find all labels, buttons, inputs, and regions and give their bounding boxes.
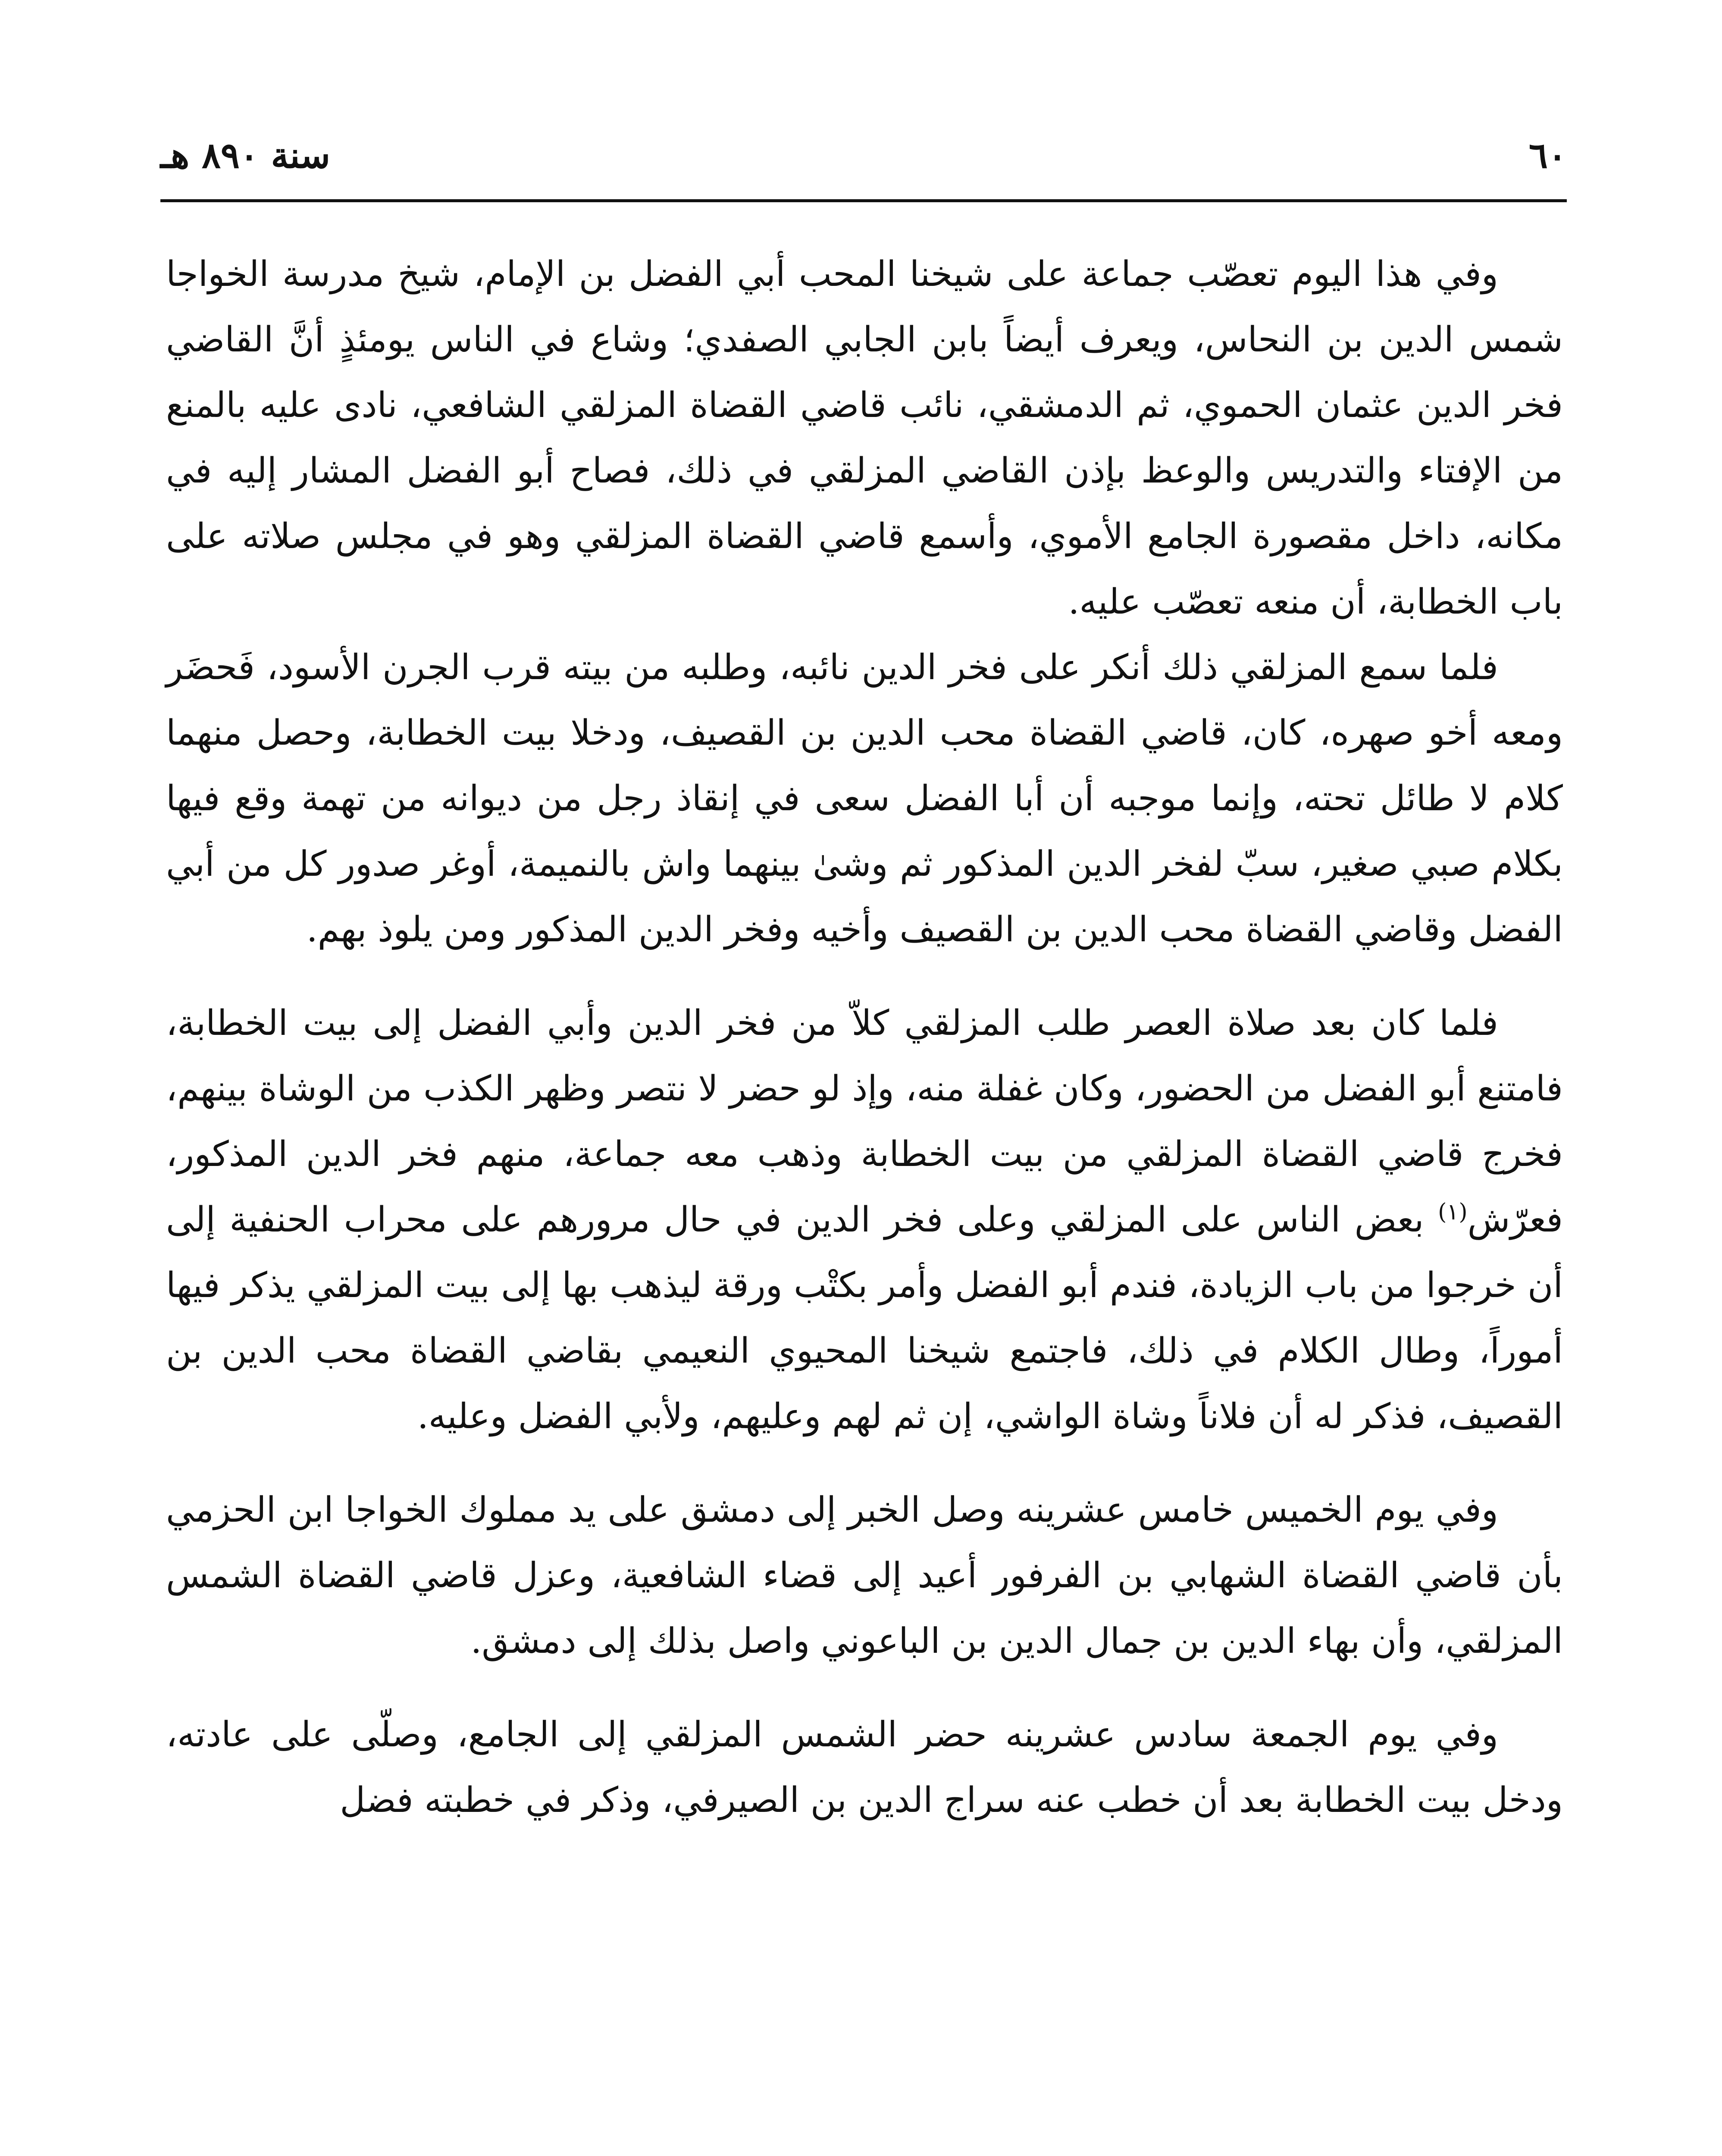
paragraph-3: [166, 990, 1563, 1449]
paragraph-4: وفي يوم الخميس خامس عشرينه وصل الخبر إلى دمشق على يد مملوك الخواجا ابن الحزمي بأن قاضي القضاة الشهابي بن الفرفور أعيد إلى قضاء الشافعية، وعزل قاضي القضاة الشمس المزلقي، وأن بهاء الدين بن جمال الدين بن الباعوني واصل بذلك إلى دمشق.: [166, 1490, 1563, 1661]
page-number: ٦٠: [1528, 135, 1567, 176]
footnote-reference: (١): [1438, 1199, 1468, 1225]
body-text: [166, 241, 1563, 1833]
page-header: [160, 129, 1567, 194]
paragraph-5: وفي يوم الجمعة سادس عشرينه حضر الشمس المزلقي إلى الجامع، وصلّى على عادته، ودخل بيت الخطابة بعد أن خطب عنه سراج الدين بن الصيرفي، وذكر في خطبته فضل: [166, 1714, 1563, 1821]
running-head: سنة ٨٩٠ هـ: [160, 135, 330, 176]
paragraph-3-part-2: بعض الناس على المزلقي وعلى فخر الدين في حال مرورهم على محراب الحنفية إلى أن خرجوا من باب الزيادة، فندم أبو الفضل وأمر بكتْب ورقة ليذهب بها إلى بيت المزلقي يذكر فيها أموراً، وطال الكلام في ذلك، فاجتمع شيخنا المحيوي النعيمي بقاضي القضاة محب الدين بن القصيف، فذكر له أن فلاناً وشاة الواشي، إن ثم لهم وعليهم، ولأبي الفضل وعليه.: [166, 1200, 1563, 1437]
header-rule: [160, 199, 1567, 202]
paragraph-3-part-1: فلما كان بعد صلاة العصر طلب المزلقي كلاّ من فخر الدين وأبي الفضل إلى بيت الخطابة، فامتنع أبو الفضل من الحضور، وكان غفلة منه، وإذ لو حضر لا نتصر وظهر الكذب من الوشاة بينهم، فخرج قاضي القضاة المزلقي من بيت الخطابة وذهب معه جماعة، منهم فخر الدين المذكور، فعرّش: [166, 1003, 1563, 1240]
paragraph-1: وفي هذا اليوم تعصّب جماعة على شيخنا المحب أبي الفضل بن الإمام، شيخ مدرسة الخواجا شمس الدين بن النحاس، ويعرف أيضاً بابن الجابي الصفدي؛ وشاع في الناس يومئذٍ أنَّ القاضي فخر الدين عثمان الحموي، ثم الدمشقي، نائب قاضي القضاة المزلقي الشافعي، نادى عليه بالمنع من الإفتاء والتدريس والوعظ بإذن القاضي المزلقي في ذلك، فصاح أبو الفضل المشار إليه في مكانه، داخل مقصورة الجامع الأموي، وأسمع قاضي القضاة المزلقي وهو في مجلس صلاته على باب الخطابة، أن منعه تعصّب عليه.: [166, 254, 1563, 622]
paragraph-2: فلما سمع المزلقي ذلك أنكر على فخر الدين نائبه، وطلبه من بيته قرب الجرن الأسود، فَحضَر ومعه أخو صهره، كان، قاضي القضاة محب الدين بن القصيف، ودخلا بيت الخطابة، وحصل منهما كلام لا طائل تحته، وإنما موجبه أن أبا الفضل سعى في إنقاذ رجل من ديوانه من تهمة وقع فيها بكلام صبي صغير، سبّ لفخر الدين المذكور ثم وشىٰ بينهما واش بالنميمة، أوغر صدور كل من أبي الفضل وقاضي القضاة محب الدين بن القصيف وأخيه وفخر الدين المذكور ومن يلوذ بهم.: [166, 647, 1563, 950]
